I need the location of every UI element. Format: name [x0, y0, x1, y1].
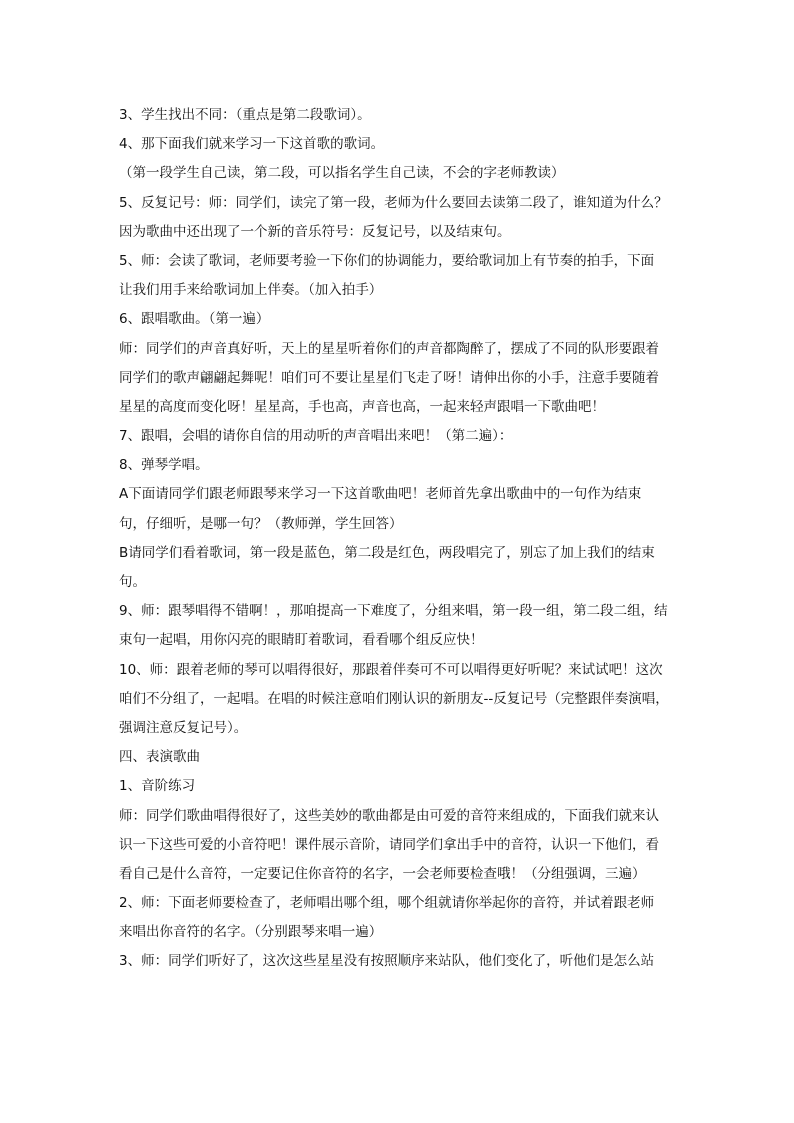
text-line-19: 束句一起唱，用你闪亮的眼睛盯着歌词，看看哪个组反应快！: [119, 632, 484, 649]
text-line-13: 8、弹琴学唱。: [119, 457, 209, 474]
text-line-14: A下面请同学们跟老师跟琴来学习一下这首歌曲吧！老师首先拿出歌曲中的一句作为结束: [119, 486, 642, 503]
text-line-4: 5、反复记号：师：同学们，读完了第一段，老师为什么要回去读第二段了，谁知道为什么？: [119, 194, 668, 211]
text-line-18: 9、师：跟琴唱得不错啊！，那咱提高一下难度了，分组来唱，第一段一组，第二段二组，结: [119, 603, 668, 620]
text-line-11: 星星的高度而变化呀！星星高，手也高，声音也高，一起来轻声跟唱一下歌曲吧！: [119, 398, 605, 415]
text-line-12: 7、跟唱，会唱的请你自信的用动听的声音唱出来吧！（第二遍）：: [119, 428, 513, 445]
text-line-22: 强调注意反复记号）。: [119, 719, 248, 736]
text-line-21: 咱们不分组了，一起唱。在唱的时候注意咱们刚认识的新朋友--反复记号（完整跟伴奏演唱，: [119, 690, 669, 707]
text-line-26: 识一下这些可爱的小音符吧！课件展示音阶，请同学们拿出手中的音符，认识一下他们，看: [119, 836, 659, 853]
document-body: [119, 101, 685, 977]
section-heading: 四、表演歌曲: [119, 749, 200, 766]
text-line-6: 5、师：会读了歌词，老师要考验一下你们的协调能力，要给歌词加上有节奏的拍手，下面: [119, 252, 655, 269]
text-line-28: 2、师：下面老师要检查了，老师唱出哪个组，哪个组就请你举起你的音符，并试着跟老师: [119, 895, 655, 912]
text-line-20: 10、师：跟着老师的琴可以唱得很好，那跟着伴奏可不可以唱得更好听呢？来试试吧！这次: [119, 661, 663, 678]
text-line-17: 句。: [119, 574, 146, 590]
text-line-10: 同学们的歌声翩翩起舞呢！咱们可不要让星星们飞走了呀！请伸出你的小手，注意手要随着: [119, 369, 659, 386]
text-line-1: 3、学生找出不同：（重点是第二段歌词）。: [119, 107, 371, 123]
text-line-25: 师：同学们歌曲唱得很好了，这些美妙的歌曲都是由可爱的音符来组成的，下面我们就来认: [119, 807, 659, 824]
text-line-15: 句，仔细听，是哪一句？（教师弹，学生回答）: [119, 515, 403, 532]
text-line-7: 让我们用手来给歌词加上伴奏。（加入拍手）: [119, 282, 383, 299]
text-line-5: 因为歌曲中还出现了一个新的音乐符号：反复记号，以及结束句。: [119, 223, 511, 240]
text-line-30: 3、师：同学们听好了，这次这些星星没有按照顺序来站队，他们变化了，听他们是怎么站: [119, 953, 655, 970]
text-line-29: 来唱出你音符的名字。（分别跟琴来唱一遍）: [119, 924, 383, 941]
text-line-24: 1、音阶练习: [119, 778, 196, 795]
text-line-9: 师：同学们的声音真好听，天上的星星听着你们的声音都陶醉了，摆成了不同的队形要跟着: [119, 340, 659, 357]
text-line-16: B请同学们看着歌词，第一段是蓝色，第二段是红色，两段唱完了，别忘了加上我们的结束: [119, 544, 655, 561]
text-line-3: （第一段学生自己读，第二段，可以指名学生自己读，不会的字老师教读）: [119, 165, 565, 182]
text-line-8: 6、跟唱歌曲。（第一遍）: [119, 311, 270, 328]
text-line-2: 4、那下面我们就来学习一下这首歌的歌词。: [119, 136, 385, 153]
text-line-27: 看自己是什么音符，一定要记住你音符的名字，一会老师要检查哦！（分组强调，三遍）: [119, 865, 646, 882]
